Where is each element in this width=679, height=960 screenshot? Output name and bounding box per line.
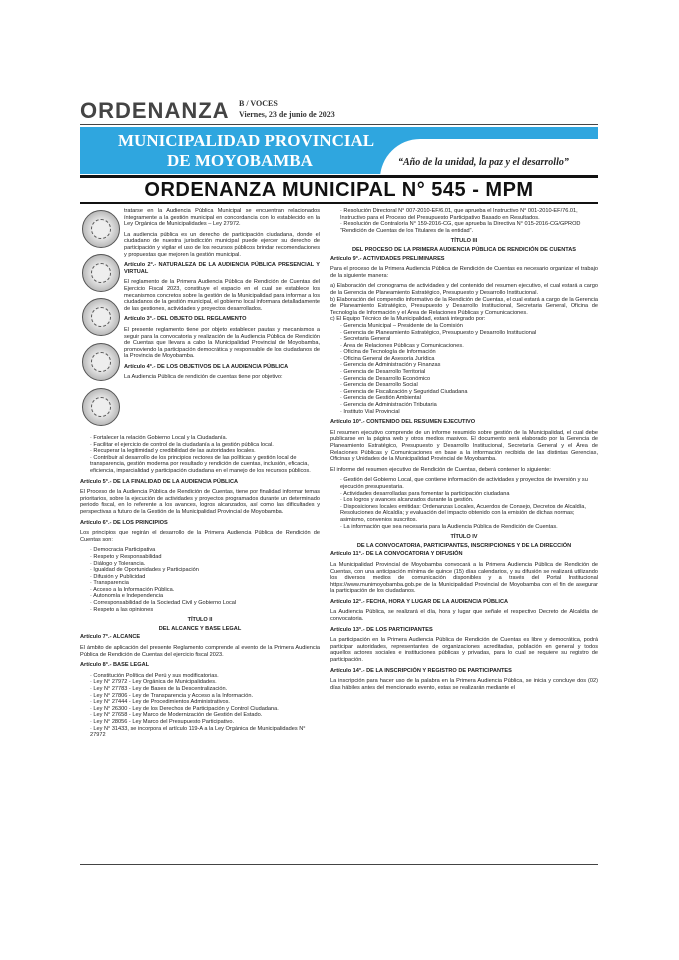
list-item: · Instituto Vial Provincial xyxy=(340,409,598,416)
article-heading: Artículo 13°.- DE LOS PARTICIPANTES xyxy=(330,626,433,633)
seal-icon xyxy=(82,254,120,292)
header-divider xyxy=(80,124,598,125)
list-item: · Gerencia de Gestión Ambiental xyxy=(340,395,598,402)
list-item: · Igualdad de Oportunidades y Participación xyxy=(90,567,320,574)
list-item: · Ley N° 31433, se incorpora el artículo 119-A a la Ley Orgánica de Municipalidades N° 27972 xyxy=(90,726,320,739)
article-text: Los principios que regirán el desarrollo de la Primera Audiencia Pública de Rendición de Cuentas son: xyxy=(80,530,320,543)
list-item: · Gerencia de Desarrollo Territorial xyxy=(340,369,598,376)
title-heading: TÍTULO IV xyxy=(450,534,478,541)
article-text: La Municipalidad Provincial de Moyobamba convocará a la Primera Audiencia Pública de Rendición de Cuentas, con una anticipación mínima de quince (15) días calendarios, y su difusión se realizará utilizando los diversos medios de comunicación disponibles y a través del Portal Institucional https://www.munimoyobamba.gob.pe de la Municipalidad Provincial de Moyobamba con el fin de asegurar la participación de los ciudadanos. xyxy=(330,561,598,595)
seal-icon xyxy=(82,343,120,381)
list-item: · Transparencia xyxy=(90,580,320,587)
list-item: · Diálogo y Tolerancia. xyxy=(90,561,320,568)
article-text: La Audiencia Pública, se realizará el día, hora y lugar que señale el respectivo Decreto de Alcaldía de convocatoria. xyxy=(330,609,598,623)
article-text: El reglamento de la Primera Audiencia Pública de Rendición de Cuentas del Ejercicio Fiscal 2023, constituye el espacio en el cual se establece los mecanismos concretos sobre la gestión de la Municipalidad para informar a los ciudadanos de la gestión municipal, el gobierno local informara detalladamente de las gestiones, actividades y proyectos desarrollados. xyxy=(124,279,320,312)
list-item: · Resolución Directoral N° 007-2010-EF/6.01, que aprueba el Instructivo N° 001-2010-EF/76.01, Instructivo para el Proceso del Presupuesto Participativo Basado en Resultados. xyxy=(340,208,598,221)
title-subheading: DE LA CONVOCATORIA, PARTICIPANTES, INSCRIPCIONES Y DE LA DIRECCIÓN xyxy=(356,542,572,549)
list-item: · Facilitar el ejercicio de control de la ciudadanía a la gestión pública local. xyxy=(90,442,320,449)
article-text: La Audiencia Pública de rendición de cuentas tiene por objetivo: xyxy=(124,374,283,381)
legal-basis-list xyxy=(80,673,320,739)
list-item: · Difusión y Publicidad xyxy=(90,574,320,581)
list-item: · Autonomía e Independencia xyxy=(90,593,320,600)
list-item: · Respeto a las opiniones xyxy=(90,607,320,614)
year-motto: “Año de la unidad, la paz y el desarrollo” xyxy=(398,157,569,168)
article-heading: Artículo 11°.- DE LA CONVOCATORIA Y DIFUSIÓN xyxy=(330,551,463,558)
title-heading: TÍTULO III xyxy=(450,238,478,245)
list-item: · Respeto y Responsabilidad xyxy=(90,554,320,561)
list-item: · Contribuir al desarrollo de los principios rectores de las políticas y gestión local de transparencia, gestión moderna por resultado y rendición de cuentas, inclusión, eficacia, eficiencia, imparcialidad y participación ciudadana en el manejo de los recursos públicos. xyxy=(90,455,320,475)
list-item: · Gerencia de Desarrollo Social xyxy=(340,382,598,389)
article-heading: Artículo 9°.- ACTIVIDADES PRELIMINARES xyxy=(330,255,445,262)
article-heading: Artículo 14°.- DE LA INSCRIPCIÓN Y REGISTRO DE PARTICIPANTES xyxy=(330,667,512,674)
technical-team-list xyxy=(330,323,598,415)
intro-paragraph: La audiencia pública es un derecho de participación ciudadana, donde el ciudadano de nuestra jurisdicción municipal puede ejercer su derecho de participación y vigilar el uso de los recursos públicos brindar recomendaciones y propuestas que mejoren la gestión municipal. xyxy=(124,231,320,258)
article-text: El Proceso de la Audiencia Pública de Rendición de Cuentas, tiene por finalidad informar temas prioritarios, sobre la ejecución de actividades y proyectos programados durante un determinado periodo fiscal, en lo referente a los avances, logros alcanzados, así como las dificultades y perspectivas a futuro de la Gestión de la Municipalidad Provincial de Moyobamba. xyxy=(80,489,320,515)
section-title: ORDENANZA xyxy=(80,98,230,123)
left-column-top xyxy=(124,208,320,385)
list-item: · Ley N° 27806 - Ley de Transparencia y Acceso a la Información. xyxy=(90,693,320,700)
article-heading: Artículo 8°.- BASE LEGAL xyxy=(80,662,150,669)
summary-contents-list xyxy=(330,477,598,530)
list-item: · Ley N° 26300 - Ley de los Derechos de Participación y Control Ciudadana. xyxy=(90,706,320,713)
article-text: El presente reglamento tiene por objeto establecer pautas y mecanismos a seguir para la convocatoria y realización de la Audiencia Pública de Rendición de Cuentas que llevara a cabo la Municipalidad Provincial de Moyobamba, promoviendo la participación democrática y responsable de los ciudadanos de la Provincia de Moyobamba. xyxy=(124,326,320,360)
left-column-bottom xyxy=(80,435,320,743)
article-text: El resumen ejecutivo comprende de un informe resumido sobre gestión de la Municipalidad, el cual debe publicarse en la página web y otros medios masivos. El documento será elaborado por la Gerencia de Planeamiento Estratégico, Presupuesto y Desarrollo Institucional, Secretaría General y el Área de Relaciones Públicas y Comunicaciones en base a la información recibida de las distintas Gerencias, Oficinas y Unidades de la Municipalidad Provincial de Moyobamba. xyxy=(330,429,598,463)
seal-icon xyxy=(82,388,120,426)
article-text: Para el proceso de la Primera Audiencia Pública de Rendición de Cuentas es necesario organizar el trabajo de la siguiente manera: xyxy=(330,266,598,279)
list-item: · Los logros y avances alcanzados durante la gestión. xyxy=(340,497,598,504)
title-rule-top xyxy=(80,175,598,178)
seal-icon xyxy=(82,298,120,336)
list-item: · Fortalecer la relación Gobierno Local y la Ciudadanía. xyxy=(90,435,320,442)
article-heading: Artículo 10°.- CONTENIDO DEL RESUMEN EJECUTIVO xyxy=(330,419,476,426)
list-item: · Ley N° 27444 - Ley de Procedimientos Administrativos. xyxy=(90,699,320,706)
title-heading: TÍTULO II xyxy=(187,617,213,624)
list-item: · Área de Relaciones Públicas y Comunicaciones. xyxy=(340,343,598,350)
municipality-name-line1: MUNICIPALIDAD PROVINCIAL xyxy=(118,131,375,150)
article-heading: Artículo 4°.- DE LOS OBJETIVOS DE LA AUDIENCIA PÚBLICA xyxy=(124,363,289,370)
list-item: · Disposiciones locales emitidas: Ordenanzas Locales, Acuerdos de Consejo, Decretos de Alcaldía, Resoluciones de Alcaldía; y evaluación del impacto obtenido con la emisión de dichas normas; asimismo, convenios suscritos. xyxy=(340,504,598,524)
article-heading: Artículo 2°.- NATURALEZA DE LA AUDIENCIA PÚBLICA PRESENCIAL Y VIRTUAL xyxy=(124,262,320,275)
article-text: b) Elaboración del compendio informativo de la Rendición de Cuentas, el cual estará a cargo de la Gerencia de Planeamiento Estratégico, Presupuesto y Desarrollo Institucional, Secretaria General, Oficina de Tecnología de Información y el Área de Relaciones Públicas y Comunicaciones. xyxy=(330,296,598,316)
article-text: El ámbito de aplicación del presente Reglamento comprende al evento de la Primera Audiencia Pública de Rendición de Cuentas del ejercicio fiscal 2023. xyxy=(80,645,320,658)
list-item: · La información que sea necesaria para la Audiencia Pública de Rendición de Cuentas. xyxy=(340,524,598,531)
list-item: · Gerencia de Planeamiento Estratégico, Presupuesto y Desarrollo Institucional xyxy=(340,330,598,337)
list-item: · Ley N° 28056 - Ley Marco del Presupuesto Participativo. xyxy=(90,719,320,726)
list-item: · Ley N° 27972 - Ley Orgánica de Municipalidades. xyxy=(90,679,320,686)
publication-date: Viernes, 23 de junio de 2023 xyxy=(239,110,335,119)
article-heading: Artículo 12°.- FECHA, HORA Y LUGAR DE LA AUDIENCIA PÚBLICA xyxy=(330,598,509,605)
list-item: · Ley N° 27783 - Ley de Bases de la Descentralización. xyxy=(90,686,320,693)
resolutions-list xyxy=(330,208,598,234)
list-item: · Democracia Participativa xyxy=(90,547,320,554)
list-item: · Gerencia de Fiscalización y Seguridad Ciudadana xyxy=(340,389,598,396)
list-item: · Oficina de Tecnología de Información xyxy=(340,349,598,356)
list-item: · Constitución Política del Perú y sus modificatorias. xyxy=(90,673,320,680)
article-heading: Artículo 6°.- DE LOS PRINCIPIOS xyxy=(80,519,168,526)
article-heading: Artículo 3°.- DEL OBJETO DEL REGLAMENTO xyxy=(124,316,247,323)
right-column xyxy=(330,208,598,695)
title-subheading: DEL ALCANCE Y BASE LEGAL xyxy=(158,625,242,632)
list-item: · Resolución de Contraloría N° 159-2016-CG, que aprueba la Directiva N° 015-2016-CG/GPROD “Rendición de Cuentas de los Titulares de la entidad”. xyxy=(340,221,598,234)
article-text: El informe del resumen ejecutivo de Rendición de Cuentas, deberá contener lo siguiente: xyxy=(330,466,551,473)
seal-icon xyxy=(82,210,120,248)
article-heading: Artículo 7°.- ALCANCE xyxy=(80,634,141,641)
list-item: · Acceso a la Información Pública. xyxy=(90,587,320,594)
objectives-list xyxy=(80,435,320,475)
article-text: a) Elaboración del cronograma de actividades y del contenido del resumen ejecutivo, el cual estará a cargo de la Gerencia de Planeamiento Estratégico, Presupuesto y Desarrollo Institucional. xyxy=(330,283,598,296)
article-text: c) El Equipo Técnico de la Municipalidad, estará integrado por: xyxy=(330,316,486,323)
footer-rule xyxy=(80,864,598,865)
list-item: · Actividades desarrolladas para fomentar la participación ciudadana xyxy=(340,491,598,498)
title-rule-bottom xyxy=(80,202,598,204)
principles-list xyxy=(80,547,320,613)
list-item: · Gerencia de Administración Tributaria xyxy=(340,402,598,409)
list-item: · Secretaria General xyxy=(340,336,598,343)
ordinance-title: ORDENANZA MUNICIPAL N° 545 - MPM xyxy=(144,179,534,201)
list-item: · Oficina General de Asesoría Jurídica xyxy=(340,356,598,363)
list-item: · Gestión del Gobierno Local, que contiene información de actividades y proyectos de inversión y su ejecución presupuestaria. xyxy=(340,477,598,490)
intro-paragraph: tratarse en la Audiencia Pública Municipal se encuentran relacionados íntegramente a la gestión municipal en concordancia con lo establecido en la Ley Orgánica de Municipalidades – Ley 27972. xyxy=(124,208,320,228)
page-section: B / VOCES xyxy=(239,99,278,108)
title-subheading: DEL PROCESO DE LA PRIMERA AUDIENCIA PÚBLICA DE RENDICIÓN DE CUENTAS xyxy=(351,246,577,253)
list-item: · Gerencia de Desarrollo Económico xyxy=(340,376,598,383)
list-item: · Gerencia Municipal – Presidente de la Comisión xyxy=(340,323,598,330)
article-heading: Artículo 5°.- DE LA FINALIDAD DE LA AUDIENCIA PÚBLICA xyxy=(80,478,239,485)
article-text: La participación en la Primera Audiencia Pública de Rendición de Cuentas es libre y democrática, podrá participar autoridades, representantes de organizaciones acreditadas, población en general y todos aquellos actores sociales e instituciones públicas y privadas, para lo cual se requiere su registro de participación. xyxy=(330,637,598,664)
municipality-name-line2: DE MOYOBAMBA xyxy=(167,151,313,170)
list-item: · Corresponsabilidad de la Sociedad Civil y Gobierno Local xyxy=(90,600,320,607)
list-item: · Ley N° 27658 - Ley Marco de Modernización de Gestión del Estado. xyxy=(90,712,320,719)
list-item: · Recuperar la legitimidad y credibilidad de las autoridades locales. xyxy=(90,448,320,455)
list-item: · Gerencia de Administración y Finanzas xyxy=(340,362,598,369)
article-text: La inscripción para hacer uso de la palabra en la Primera Audiencia Pública, se inicia y concluye dos (02) días hábiles antes del mencionado evento, estas se realizarán mediante el xyxy=(330,678,598,691)
